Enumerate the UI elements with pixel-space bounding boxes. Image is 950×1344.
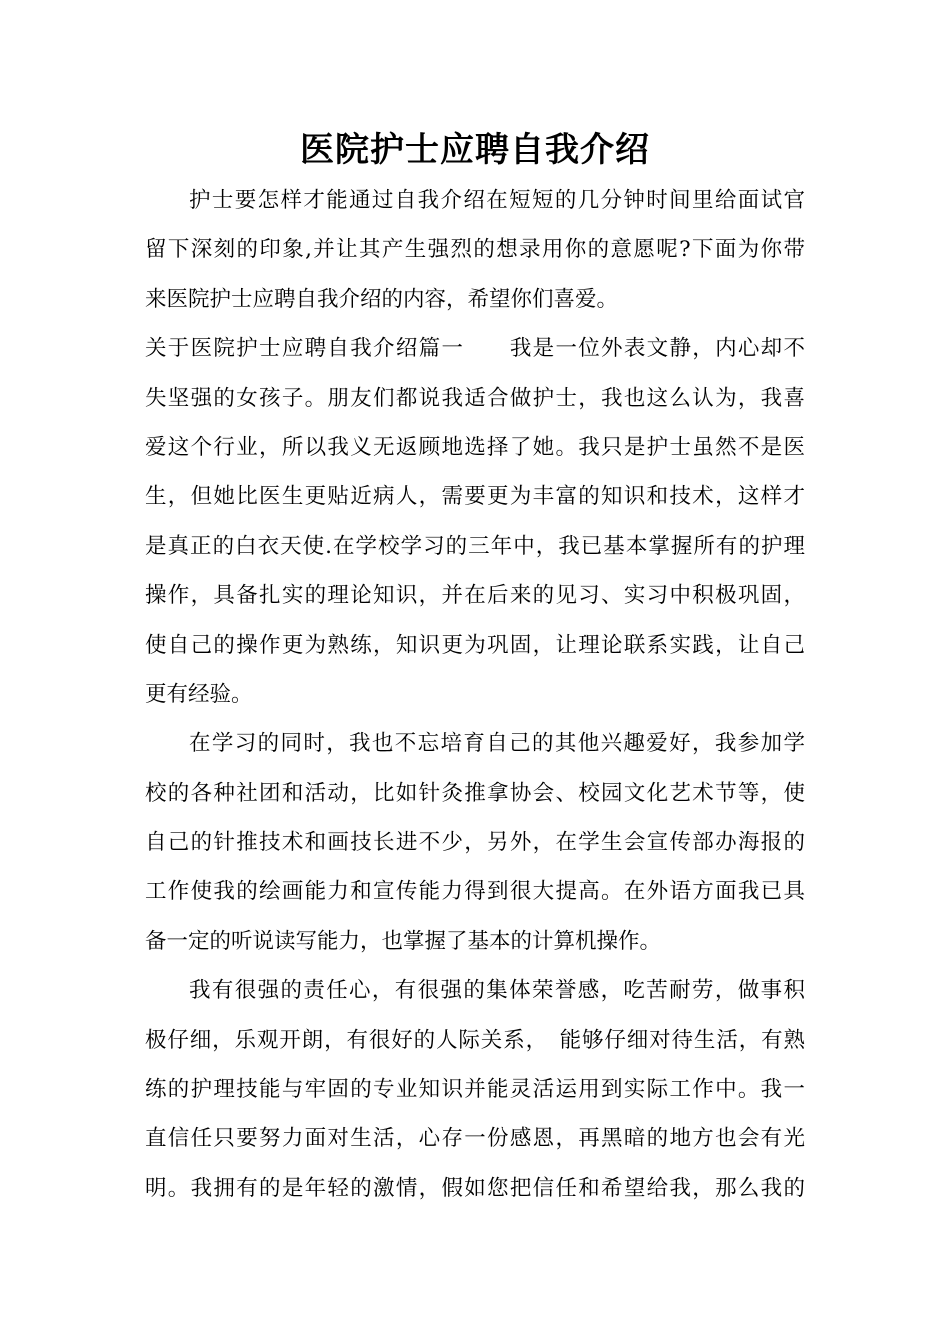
text-line: 工作使我的绘画能力和宣传能力得到很大提高。在外语方面我已具: [145, 879, 805, 905]
text-line: 自己的针推技术和画技长进不少，另外，在学生会宣传部办海报的: [145, 830, 805, 856]
text-line: 生，但她比医生更贴近病人，需要更为丰富的知识和技术，这样才: [145, 484, 805, 510]
text-line: 是真正的白衣天使.在学校学习的三年中，我已基本掌握所有的护理: [145, 533, 805, 559]
text-line: 在学习的同时，我也不忘培育自己的其他兴趣爱好，我参加学: [189, 731, 805, 757]
text-line: 爱这个行业，所以我义无返顾地选择了她。我只是护士虽然不是医: [145, 434, 805, 460]
text-line: 留下深刻的印象,并让其产生强烈的想录用你的意愿呢?下面为你带: [145, 237, 805, 263]
text-line: 使自己的操作更为熟练，知识更为巩固，让理论联系实践，让自己: [145, 632, 805, 658]
text-line: 我有很强的责任心，有很强的集体荣誉感，吃苦耐劳，做事积: [189, 978, 805, 1004]
text-line: 护士要怎样才能通过自我介绍在短短的几分钟时间里给面试官: [189, 188, 805, 213]
document-title: 医院护士应聘自我介绍: [300, 130, 650, 170]
text-line: 直信任只要努力面对生活，心存一份感恩，再黑暗的地方也会有光: [145, 1126, 805, 1152]
document-body: [145, 176, 805, 1213]
text-line: 更有经验。: [145, 681, 253, 707]
text-line: 失坚强的女孩子。朋友们都说我适合做护士，我也这么认为，我喜: [145, 385, 805, 411]
text-line: 校的各种社团和活动，比如针灸推拿协会、校园文化艺术节等，使: [145, 780, 805, 806]
text-line: 来医院护士应聘自我介绍的内容，希望你们喜爱。: [145, 286, 619, 312]
text-line: 操作，具备扎实的理论知识，并在后来的见习、实习中积极巩固，: [145, 583, 805, 609]
text-line: 关于医院护士应聘自我介绍篇一 我是一位外表文静，内心却不: [145, 336, 805, 362]
text-line: 极仔细，乐观开朗，有很好的人际关系， 能够仔细对待生活，有熟: [145, 1027, 805, 1053]
text-line: 备一定的听说读写能力，也掌握了基本的计算机操作。: [145, 928, 662, 954]
text-line: 明。我拥有的是年轻的激情，假如您把信任和希望给我，那么我的: [145, 1175, 805, 1201]
text-line: 练的护理技能与牢固的专业知识并能灵活运用到实际工作中。我一: [145, 1077, 805, 1103]
